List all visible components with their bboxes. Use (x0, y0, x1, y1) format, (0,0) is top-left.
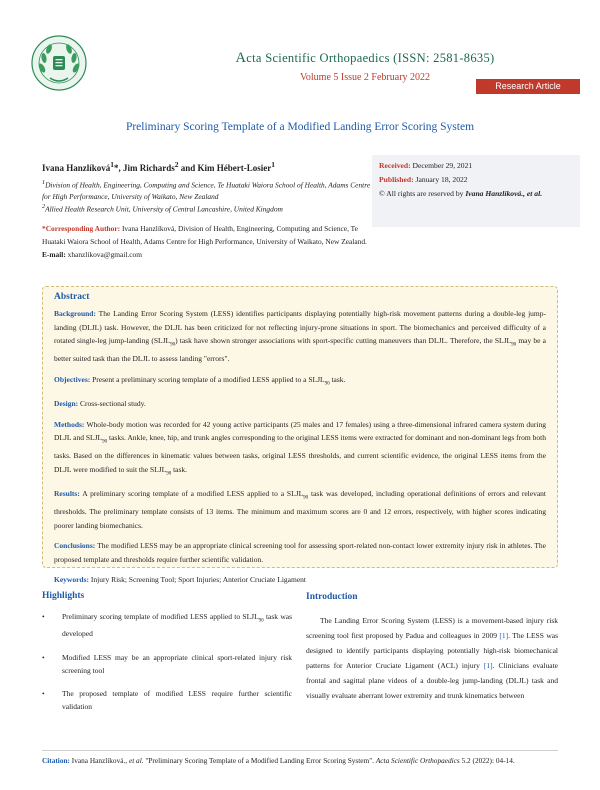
highlights-heading: Highlights (42, 591, 85, 601)
highlight-item: • Preliminary scoring template of modified LESS applied to $SLJL_{90}$ task was developed (42, 611, 292, 639)
abstract-heading: Abstract (54, 292, 90, 302)
highlight-item: • The proposed template of modified LESS require further scientific validation (42, 689, 292, 712)
abstract-background: Background: The Landing Error Scoring System (LESS) identifies participants displaying potentially high-risk movement patterns during a double-leg jump-landing (DLJL) task. However, the DLJL has been criticized for not reflecting injury-prone situations in sport. The biomechanics and perceived difficulty of a rotated single-leg jump-landing $(SLJL_{90})$ task have shown stronger associations with sport-specific cutting maneuvers than DLJL. Therefore, the $SLJL_{90}$ may be a better suited task than the DLJL to assess landing "errors". (54, 309, 546, 364)
abstract-design: Design: Cross-sectional study. (54, 399, 146, 409)
abstract-methods: Methods: Whole-body motion was recorded for 42 young active participants (25 males and 17 females) using a three-dimensional infrared camera system during DLJL and $SLJL_{90}$ tasks. Ankle, knee, hip, and trunk angles corresponding to the original LESS items were extracted for dominant and non-dominant legs from both tasks. Based on the differences in kinematic values between tasks, original LESS thresholds, and current scientific evidence, the original LESS items from the DLJL were modified to suit the $SLJL_{90}$ task. (54, 419, 546, 477)
abstract-box (42, 286, 558, 584)
reference-link[interactable]: [1] (499, 631, 509, 640)
footer-divider (42, 750, 558, 751)
publication-dates: Received: December 29, 2021 Published: January 18, 2022 © All rights are reserved by Ivana Hanzlíková., et al. (372, 155, 580, 227)
introduction-section (306, 590, 558, 703)
corresponding-author: *Corresponding Author: Ivana Hanzlíková, Division of Health, Engineering, Computing and Science, Te Huataki Waiora School of Health, Adams Centre for High Performance, University of Waikato, New Zealand. E-mail: xhanzlikova@gmail.com (42, 224, 367, 259)
abstract-results: Results: A preliminary scoring template of a modified LESS applied to a $SLJL_{90}$ task was developed, including operational definitions of errors and relevant thresholds. The preliminary template consists of 13 items. The minimum and maximum scores are 0 and 12 errors, respectively, with higher scores indicating poorer landing biomechanics. (54, 489, 546, 530)
abstract-objectives: Objectives: Present a preliminary scoring template of a modified LESS applied to a $SLJL_{90}$ task. (54, 374, 346, 387)
article-type-badge: Research Article (476, 79, 580, 94)
journal-laurel-logo (30, 34, 88, 92)
highlights-section (42, 590, 292, 725)
paper-title: Preliminary Scoring Template of a Modified Landing Error Scoring System (125, 121, 475, 133)
introduction-heading: Introduction (306, 592, 358, 602)
abstract-conclusions: Conclusions: The modified LESS may be an appropriate clinical screening tool for assessing sport-related non-contact lower extremity injury risk in athletes. The proposed template and thresholds require further scientific validation. (54, 541, 546, 564)
volume-issue: Volume 5 Issue 2 February 2022 (299, 72, 431, 83)
affiliations: $^1$Division of Health, Engineering, Computing and Science, Te Huataki Waiora School of Health, Adams Centre for High Performance, University of Waikato, New Zealand $^2$Allied Health Research Unit, University of Central Lancashire, United Kingdom (42, 180, 371, 214)
author-email-link[interactable]: xhanzlikova@gmail.com (65, 249, 142, 259)
author-list: Ivana Hanzlíková$^1$*, Jim Richards$^2$ and Kim Hébert-Losier$^1$ (42, 160, 276, 173)
reference-link[interactable]: [1] (483, 661, 493, 670)
highlight-item: • Modified LESS may be an appropriate clinical sport-related injury risk screening tool (42, 652, 292, 675)
citation-footer: Citation: Ivana Hanzlíková., et al. "Preliminary Scoring Template of a Modified Landing Error Scoring System". Acta Scientific Orthopaedics 5.2 (2022): 04-14. (42, 756, 515, 765)
introduction-paragraph: The Landing Error Scoring System (LESS) is a movement-based injury risk screening tool first proposed by Padua and colleagues in 2009 [1]. The LESS was designed to identify participants displaying potentially high-risk biomechanical patterns for Anterior Cruciate Ligament (ACL) injury [1]. Clinicians evaluate frontal and sagittal plane videos of a double-leg jump-landing (DLJL) task and visually evaluate aberrant lower extremity and trunk kinematics between (306, 616, 558, 700)
abstract-keywords: Keywords: Injury Risk; Screening Tool; Sport Injuries; Anterior Cruciate Ligament (54, 575, 307, 584)
journal-title: Acta Scientific Orthopaedics (ISSN: 2581-8635) (235, 50, 495, 66)
